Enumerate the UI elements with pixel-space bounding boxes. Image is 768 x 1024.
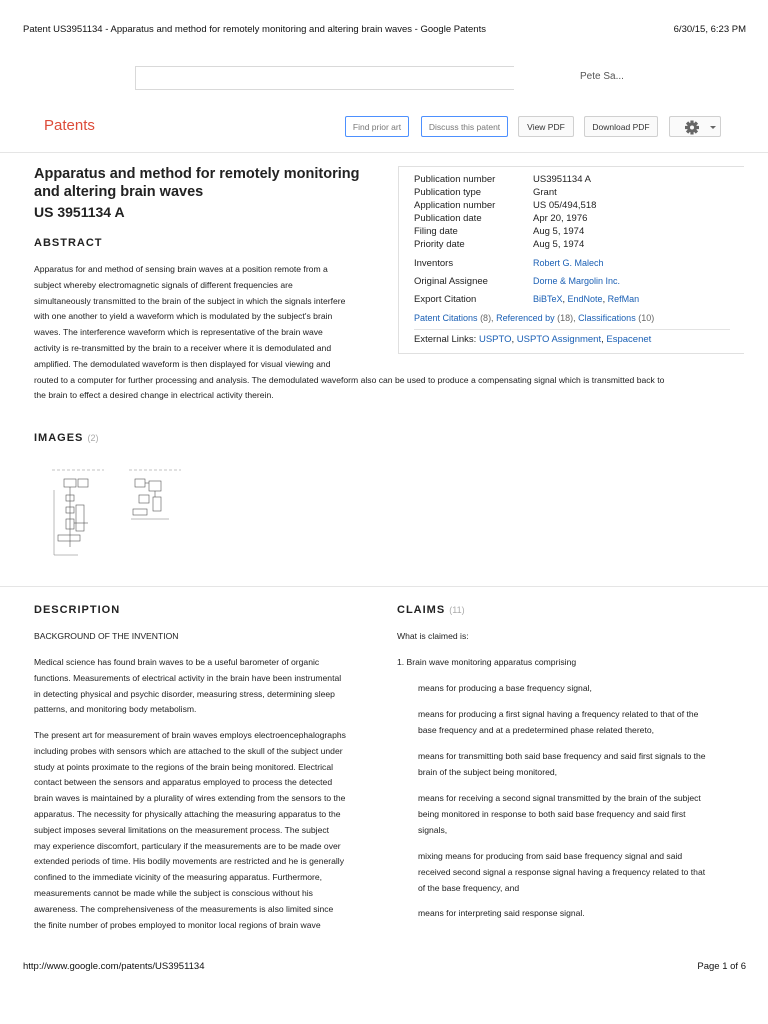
export-label: Export Citation — [414, 294, 477, 305]
text-line: means for producing a base frequency signal, — [418, 683, 592, 693]
text-line: subject whereby electromagnetic signals of different frequencies are — [34, 279, 293, 290]
images-count: (2) — [87, 433, 99, 443]
images-heading-label: IMAGES — [34, 432, 84, 444]
classifications-count: (10) — [638, 313, 655, 323]
claims-intro: What is claimed is: — [397, 631, 469, 641]
text-line: amplified. The demodulated waveform is then displayed for visual viewing and — [34, 358, 331, 369]
text-line: mixing means for producing from said base frequency signal and said — [418, 851, 683, 861]
info-value: Grant — [533, 187, 557, 198]
claim-1: 1. Brain wave monitoring apparatus comprising — [397, 657, 577, 667]
discuss-patent-button[interactable]: Discuss this patent — [421, 116, 508, 137]
info-label: Application number — [414, 200, 496, 211]
text-line: means for interpreting said response signal. — [418, 908, 585, 918]
chevron-down-icon — [710, 126, 716, 129]
find-prior-art-button[interactable]: Find prior art — [345, 116, 409, 137]
text-line: received second signal a response signal having a frequency related to that — [418, 866, 706, 877]
text-line: waves. The interference waveform which is representative of the brain wave — [34, 327, 323, 338]
text-line: simultaneously transmitted to the brain of the subject in which the signals interfere — [34, 295, 346, 306]
claim-element — [418, 906, 585, 922]
external-links-label: External Links: — [414, 334, 477, 345]
images-divider — [0, 586, 768, 587]
info-label: Publication type — [414, 187, 482, 198]
refman-link[interactable]: RefMan — [607, 294, 640, 304]
images-heading — [34, 432, 98, 444]
claim-element — [418, 749, 706, 781]
claims-count: (11) — [449, 605, 465, 615]
assignee-link[interactable]: Dorne & Margolin Inc. — [533, 276, 621, 286]
info-label: Priority date — [414, 239, 465, 250]
info-label: Filing date — [414, 226, 458, 237]
info-value: US 05/494,518 — [533, 200, 597, 211]
text-line: extended periods of time. His bodily movements are restricted and he is generally — [34, 856, 345, 867]
header-divider — [0, 152, 768, 153]
text-line: may experience discomfort, particulary if the measurements are to be made over — [34, 840, 341, 851]
text-line: means for producing a first signal having a frequency related to that of the — [418, 709, 699, 719]
assignee-label: Original Assignee — [414, 276, 488, 287]
abstract-heading: ABSTRACT — [34, 237, 103, 249]
text-line: activity is re-transmitted by the brain to a receiver where it is demodulated and — [34, 342, 332, 353]
inventor-link[interactable]: Robert G. Malech — [533, 258, 604, 268]
background-heading: BACKGROUND OF THE INVENTION — [34, 631, 179, 641]
search-input[interactable] — [135, 66, 514, 90]
patent-drawing-thumbnail-1[interactable] — [48, 465, 108, 560]
footer-page: Page 1 of 6 — [697, 961, 746, 972]
view-pdf-button[interactable]: View PDF — [518, 116, 574, 137]
inventors-label: Inventors — [414, 258, 454, 269]
settings-button[interactable] — [669, 116, 721, 137]
info-value: Apr 20, 1976 — [533, 213, 588, 224]
print-header-title: Patent US3951134 - Apparatus and method for remotely monitoring and altering brain waves - Google Patents — [23, 24, 486, 35]
export-links: BiBTeX, EndNote, RefMan — [533, 294, 640, 304]
text-line: functions. Measurements of electrical activity in the brain have been instrumental — [34, 672, 342, 683]
uspto-link[interactable]: USPTO — [478, 334, 512, 345]
user-name[interactable]: Pete Sa... — [580, 71, 624, 82]
gear-icon — [670, 117, 722, 138]
print-header-datetime: 6/30/15, 6:23 PM — [673, 24, 746, 35]
description-heading: DESCRIPTION — [34, 604, 121, 616]
patent-number: US 3951134 A — [34, 204, 125, 220]
text-line: The present art for measurement of brain waves employs electroencephalographs — [34, 730, 346, 740]
download-pdf-button[interactable]: Download PDF — [584, 116, 658, 137]
text-line: brain waves is maintained by a plurality of wires extending from the sensors to the — [34, 793, 346, 804]
text-line: Medical science has found brain waves to be a useful barometer of organic — [34, 657, 320, 667]
text-line: with one another to yield a waveform which is modulated by the subject's brain — [34, 311, 333, 322]
text-line: Apparatus for and method of sensing brain waves at a position remote from a — [34, 264, 328, 274]
info-label: Publication number — [414, 174, 496, 185]
text-line: apparatus. The necessity for physically attaching the measuring apparatus to the — [34, 808, 341, 819]
text-line: confined to the immediate vicinity of the measuring apparatus. Furthermore, — [34, 872, 323, 883]
text-line: awareness. The comprehensiveness of the measurements is also limited since — [34, 903, 334, 914]
claims-heading — [397, 604, 465, 616]
patents-logo[interactable]: Patents — [44, 117, 95, 134]
patent-drawing-thumbnail-2[interactable] — [125, 465, 185, 530]
text-line: subject imposes several limitations on the measurement process. The subject — [34, 824, 330, 835]
info-label: Publication date — [414, 213, 482, 224]
info-value: Aug 5, 1974 — [533, 239, 585, 250]
patent-citations-count: (8), — [480, 313, 494, 323]
bibtex-link[interactable]: BiBTeX — [533, 294, 563, 304]
text-line: signals, — [418, 824, 448, 835]
citation-links — [414, 313, 654, 323]
classifications-link[interactable]: Classifications — [578, 313, 636, 323]
text-line: the finite number of probes employed to monitor local regions of brain wave — [34, 919, 321, 930]
description-paragraph-1 — [34, 655, 389, 718]
text-line: routed to a computer for further processing and analysis. The demodulated waveform also can be used to produce a compensating signal which is transmitted back to — [34, 374, 665, 385]
text-line: measurements cannot be made while the subject is conscious without his — [34, 887, 313, 898]
text-line: brain of the subject being monitored, — [418, 766, 558, 777]
endnote-link[interactable]: EndNote — [567, 294, 603, 304]
patent-citations-link[interactable]: Patent Citations — [414, 313, 478, 323]
espacenet-link[interactable]: Espacenet — [606, 334, 652, 345]
text-line: including probes with sensors which are attached to the skull of the subject under — [34, 745, 343, 756]
text-line: patterns, and monitoring body metabolism. — [34, 704, 197, 715]
claim-element — [418, 707, 698, 739]
footer-url: http://www.google.com/patents/US3951134 — [23, 961, 205, 972]
text-line: study at points proximate to the regions of the brain being monitored. Electrical — [34, 761, 334, 772]
referenced-by-link[interactable]: Referenced by — [496, 313, 555, 323]
info-value: Aug 5, 1974 — [533, 226, 585, 237]
patent-title: Apparatus and method for remotely monitoring and altering brain waves — [34, 166, 360, 200]
referenced-by-count: (18), — [557, 313, 576, 323]
text-line: the brain to effect a desired change in electrical activity therein. — [34, 390, 274, 401]
claims-heading-label: CLAIMS — [397, 604, 446, 616]
claim-element — [418, 791, 701, 838]
text-line: means for receiving a second signal transmitted by the brain of the subject — [418, 793, 701, 803]
claim-element — [418, 681, 592, 697]
claim-element — [418, 849, 705, 896]
text-line: of the base frequency, and — [418, 882, 520, 893]
info-value: US3951134 A — [533, 174, 591, 185]
description-paragraph-2 — [34, 728, 389, 933]
external-links: External Links: USPTO, USPTO Assignment, Espacenet — [414, 334, 652, 345]
text-line: means for transmitting both said base frequency and said first signals to the — [418, 751, 706, 761]
info-divider — [414, 329, 730, 330]
text-line: being monitored in response to both said base frequency and said first — [418, 808, 686, 819]
uspto-assignment-link[interactable]: USPTO Assignment — [516, 334, 602, 345]
text-line: base frequency and at a predetermined phase related thereto, — [418, 724, 655, 735]
text-line: in detecting physical and psychic disorder, measuring stress, determining sleep — [34, 688, 335, 699]
text-line: contact between the sensors and apparatus employed to process the detected — [34, 777, 333, 788]
